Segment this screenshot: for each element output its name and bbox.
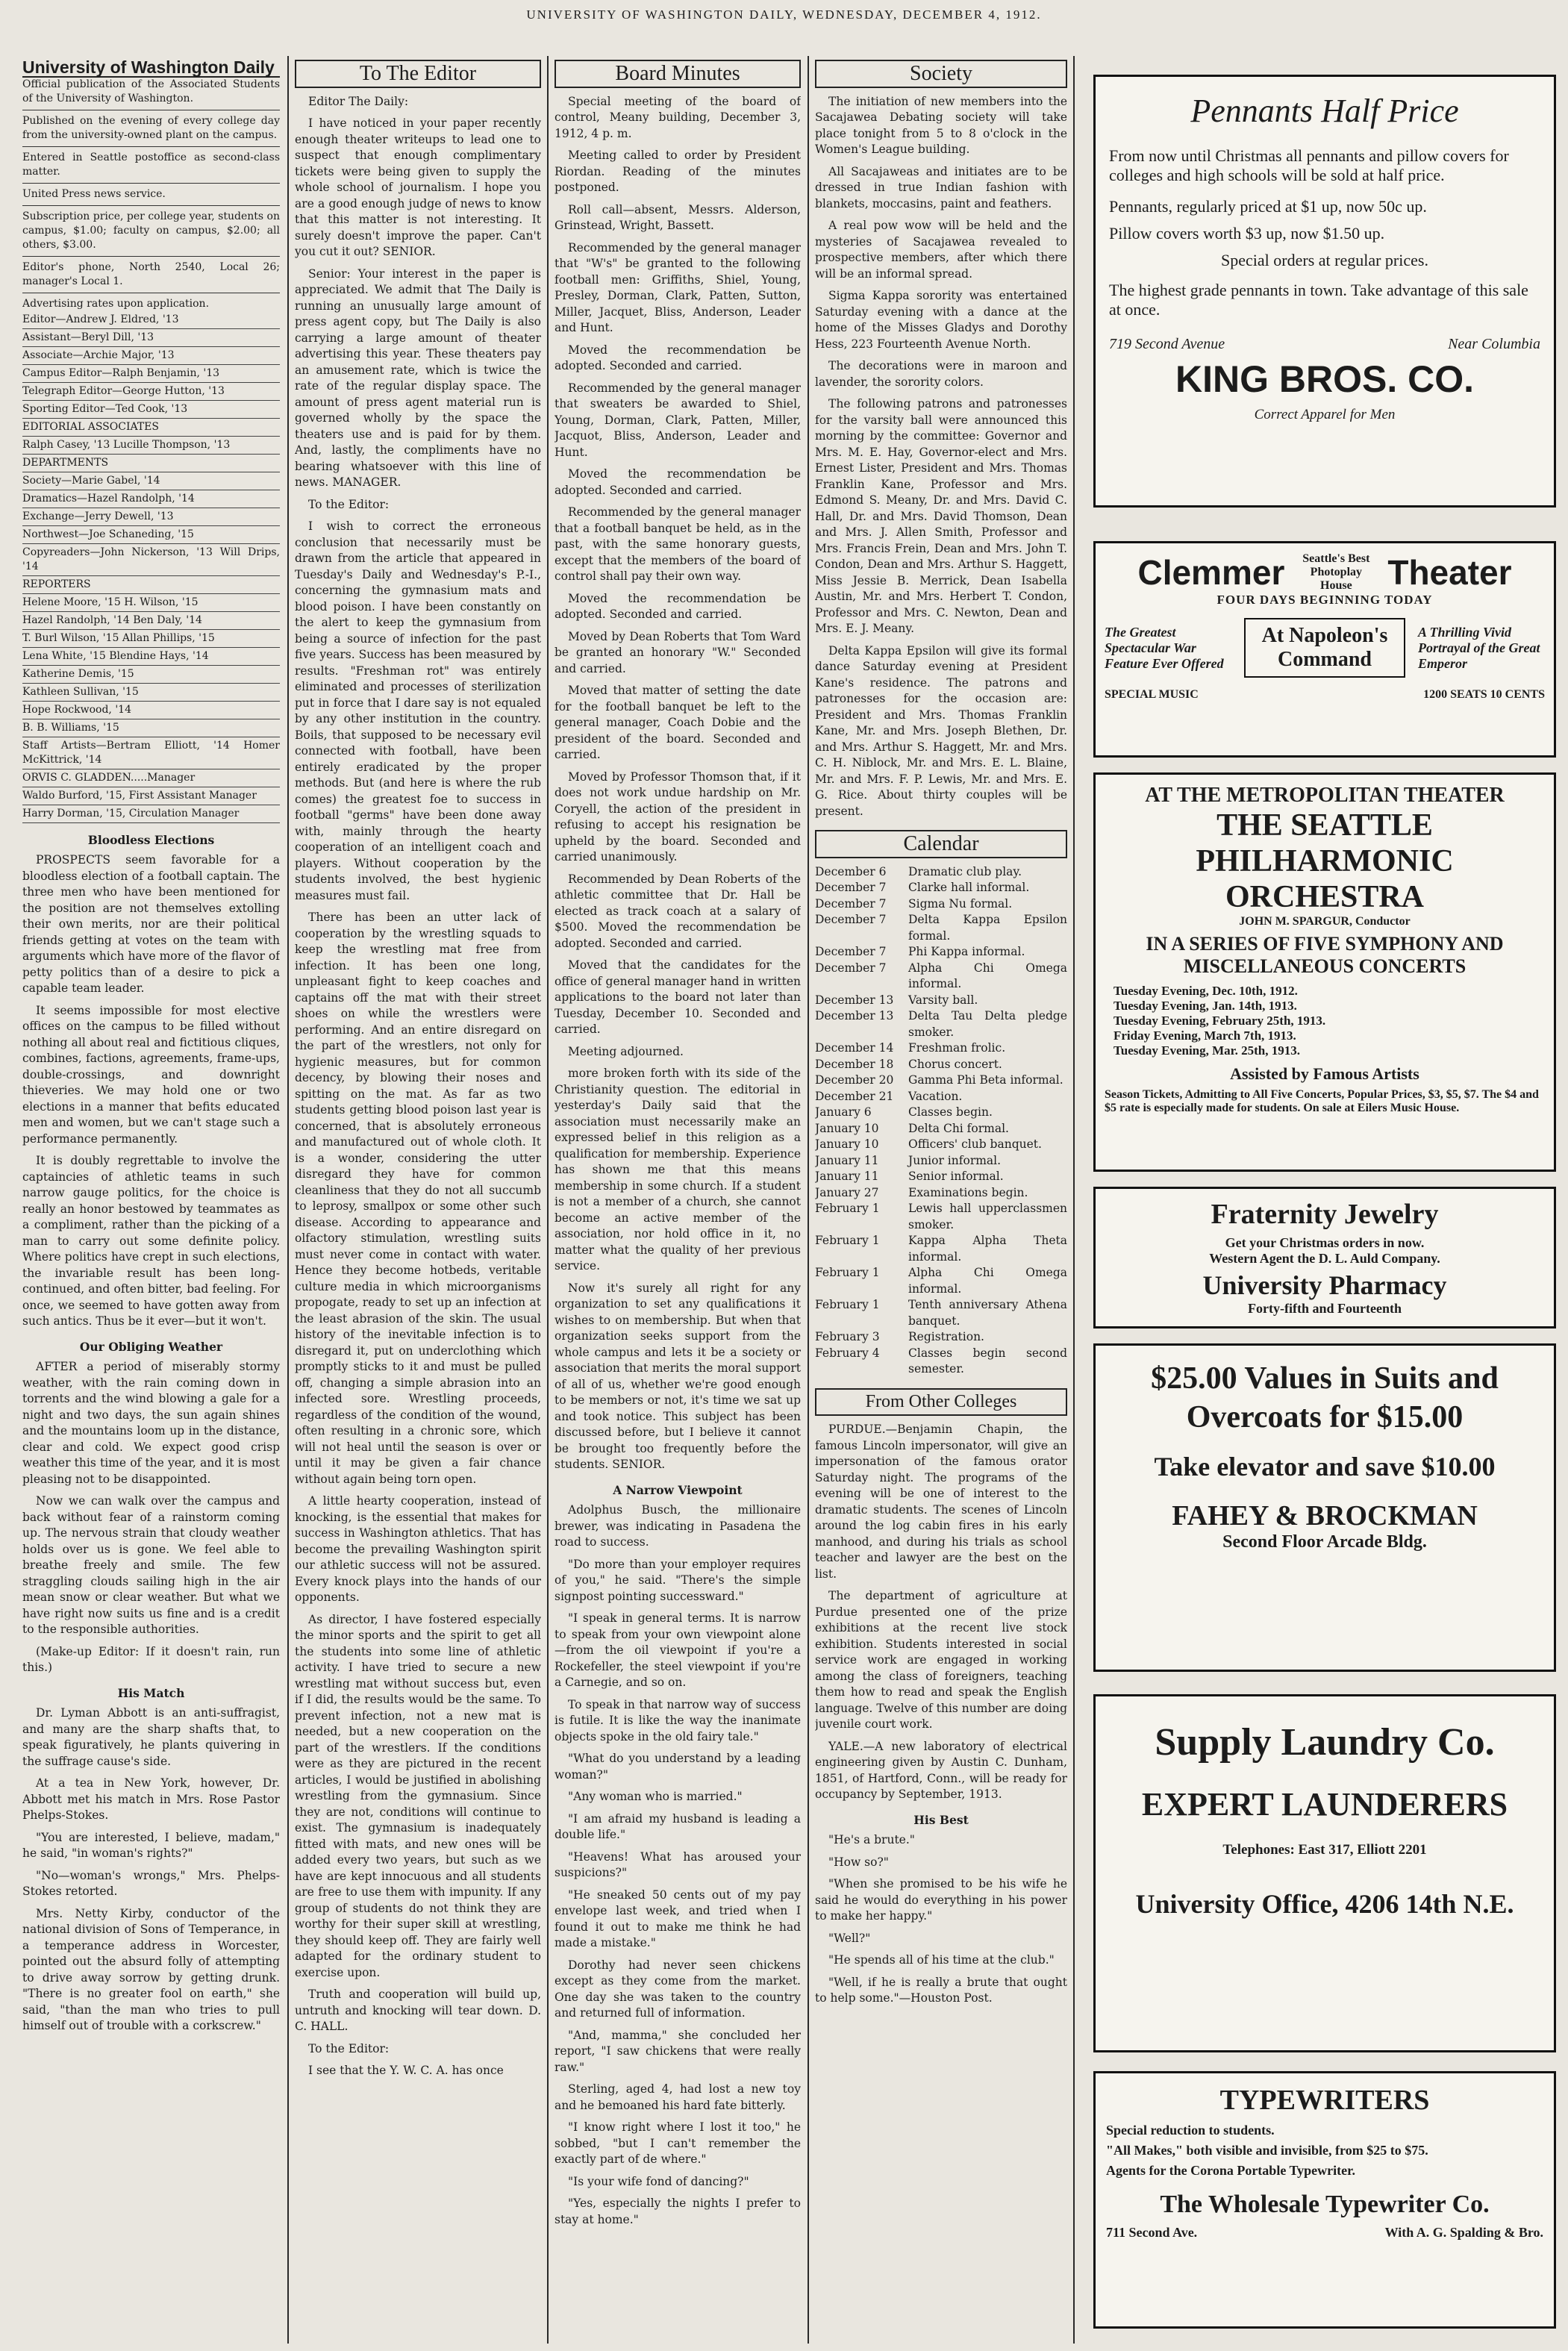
calendar-event: Varsity ball. <box>908 993 978 1007</box>
letter-paragraph: To the Editor: <box>308 2041 390 2055</box>
concert-date: Friday Evening, March 7th, 1913. <box>1113 1028 1296 1043</box>
masthead: UNIVERSITY OF WASHINGTON DAILY, WEDNESDAY, DECEMBER 4, 1912. <box>526 7 1042 22</box>
calendar-date: January 11 <box>815 1170 879 1183</box>
minutes-paragraph: Moved the recommendation be adopted. Seconded and carried. <box>555 343 801 372</box>
ad-line: AT THE METROPOLITAN THEATER <box>1145 784 1505 807</box>
calendar-date: February 1 <box>815 1234 880 1247</box>
staff-entry: Katherine Demis, '15 <box>22 666 280 684</box>
concert-date: Tuesday Evening, Dec. 10th, 1912. <box>1113 984 1298 998</box>
ad-title: TYPEWRITERS <box>1219 2085 1430 2116</box>
minutes-paragraph: Special meeting of the board of control, Meany building, December 3, 1912, 4 p. m. <box>555 94 801 140</box>
ad-firm: The Wholesale Typewriter Co. <box>1160 2191 1490 2218</box>
column-board-minutes <box>555 60 801 2340</box>
article-paragraph: "Is your wife fond of dancing?" <box>568 2174 749 2188</box>
concert-date: Tuesday Evening, Mar. 25th, 1913. <box>1113 1043 1301 1058</box>
minutes-body <box>555 94 801 1473</box>
ad-title: Supply Laundry Co. <box>1155 1721 1495 1764</box>
article-paragraph: "I am afraid my husband is leading a double life." <box>555 1811 801 1841</box>
minutes-paragraph: more broken forth with its side of the Christianity question. The editorial in yesterday's Daily said that the association must necessarily make an expressed belief in this religion as a qualification for membership. Experience has shown me that this means membership in some church. If a student is not a member of a church, she cannot become an active member of the association, nor hold office in it, no matter what the quality of her previous service. <box>555 1067 801 1273</box>
staff-entry: T. Burl Wilson, '15 Allan Phillips, '15 <box>22 630 280 648</box>
calendar-date: February 1 <box>815 1202 880 1215</box>
headline-narrow-viewpoint: A Narrow Viewpoint <box>613 1482 743 1497</box>
calendar-event: Phi Kappa informal. <box>908 945 1025 958</box>
calendar-event: Examinations begin. <box>908 1185 1028 1199</box>
calendar-event: Junior informal. <box>908 1153 1002 1167</box>
article-paragraph: At a tea in New York, however, Dr. Abbott met his match in Mrs. Rose Pastor Phelps-Stokes. <box>22 1776 280 1822</box>
article-paragraph: PROSPECTS seem favorable for a bloodless election of a football captain. The three men who have been mentioned for the position are not themselves extolling their own merits, nor are their political friends getting at votes on the team with arguments which have more of the flavor of petty politics than of a desire to pick a capable team leader. <box>22 853 280 995</box>
ad-title: $25.00 Values in Suits and Overcoats for $15.00 <box>1151 1361 1499 1434</box>
ad-title: Fraternity Jewelry <box>1211 1199 1439 1230</box>
article-paragraph: "He's a brute." <box>828 1833 915 1846</box>
info-line: Editor's phone, North 2540, Local 26; manager's Local 1. <box>22 260 280 287</box>
calendar-entry <box>815 1073 1067 1089</box>
column-rule <box>287 56 289 2344</box>
calendar-date: January 27 <box>815 1185 879 1199</box>
article-paragraph: It seems impossible for most elective offices on the campus to be filled without nothing all about real and fictitious cliques, combines, factions, agreements, frame-ups, double-crossings, and downright thieveries. We may hold one or two elections in a manner that befits educated men and women, but we can't stage such a performance permanently. <box>22 1003 280 1146</box>
info-line: Advertising rates upon application. <box>22 297 210 310</box>
letter-paragraph: To the Editor: <box>308 497 390 511</box>
staff-entry: Copyreaders—John Nickerson, '13 Will Drips, '14 <box>22 544 280 576</box>
calendar-entry <box>815 1057 1067 1073</box>
ad-suits <box>1093 1343 1556 1672</box>
ad-line: The Greatest Spectacular War Feature Ever Offered <box>1105 624 1224 671</box>
ad-line: 1200 SEATS 10 CENTS <box>1423 688 1545 701</box>
article-paragraph: Adolphus Busch, the millionaire brewer, was indicating in Pasadena the road to success. <box>555 1503 801 1549</box>
ad-title: Theater <box>1387 553 1512 592</box>
letter-paragraph: I have noticed in your paper recently enough theater writeups to lead one to suspect that enough complimentary tickets were being given to supply the whole school of journalism. I hope you are a good enough judge of news to know that this matter is not interesting. It surely doesn't improve the paper. Can't you cut it out? SENIOR. <box>295 116 541 258</box>
article-paragraph: "Do more than your employer requires of you," he said. "There's the simple signpost pointing successward." <box>555 1557 801 1603</box>
calendar-event: Tenth anniversary Athena banquet. <box>908 1298 1067 1328</box>
ad-firm: FAHEY & BROCKMAN <box>1172 1500 1478 1532</box>
calendar-date: December 14 <box>815 1041 894 1055</box>
calendar-entry <box>815 1008 1067 1040</box>
calendar-event: Alpha Chi Omega informal. <box>908 961 1067 990</box>
concert-date: Tuesday Evening, February 25th, 1913. <box>1113 1014 1326 1028</box>
calendar-date: January 10 <box>815 1121 879 1135</box>
concert-date: Tuesday Evening, Jan. 14th, 1913. <box>1113 999 1297 1013</box>
his-best-body <box>815 1832 1067 2007</box>
ad-line: Get your Christmas orders in now. <box>1225 1235 1425 1250</box>
calendar-entry <box>815 880 1067 896</box>
article-paragraph: Dr. Lyman Abbott is an anti-suffragist, and many are the sharp shafts that, to speak figuratively, he plants quivering in the suffrage cause's side. <box>22 1706 280 1768</box>
colleges-body <box>815 1422 1067 1803</box>
headline-match: His Match <box>117 1685 185 1700</box>
ad-line: Take elevator and save $10.00 <box>1154 1452 1496 1482</box>
calendar-event: Delta Kappa Epsilon formal. <box>908 913 1067 943</box>
column-to-the-editor <box>295 60 541 2340</box>
calendar-entry <box>815 1105 1067 1121</box>
calendar-event: Lewis hall upperclassmen smoker. <box>908 1202 1067 1231</box>
society-paragraph: The decorations were in maroon and lavender, the sorority colors. <box>815 359 1067 389</box>
article-paragraph: "He spends all of his time at the club." <box>828 1953 1055 1967</box>
ad-tagline: Correct Apparel for Men <box>1254 407 1396 422</box>
calendar-entry <box>815 896 1067 913</box>
article-paragraph: "You are interested, I believe, madam," he said, "in woman's rights?" <box>22 1830 280 1860</box>
calendar-entry <box>815 864 1067 881</box>
section-title-to-the-editor: To The Editor <box>295 60 541 88</box>
minutes-paragraph: Moved by Dean Roberts that Tom Ward be granted an honorary "W." Seconded and carried. <box>555 629 801 675</box>
calendar-event: Freshman frolic. <box>908 1041 1006 1055</box>
calendar-entry <box>815 1089 1067 1105</box>
column-masthead-editorials <box>22 60 280 2340</box>
ad-line: Pillow covers worth $3 up, now $1.50 up. <box>1109 224 1385 243</box>
colleges-paragraph: YALE.—A new laboratory of electrical engineering given by Austin C. Dunham, 1851, of Hartford, Conn., will be ready for occupancy by September, 1913. <box>815 1739 1067 1801</box>
calendar-event: Delta Tau Delta pledge smoker. <box>908 1009 1067 1039</box>
article-paragraph: "When she promised to be his wife he said he would do everything in his power to make her happy." <box>815 1877 1067 1923</box>
calendar-entry <box>815 1169 1067 1185</box>
article-paragraph: Dorothy had never seen chickens except as they come from the market. One day she was taken to the country and returned full of information. <box>555 1958 801 2020</box>
ad-line: Pennants, regularly priced at $1 up, now 50c up. <box>1109 197 1427 216</box>
article-paragraph: "And, mamma," she concluded her report, "I saw chickens that were really raw." <box>555 2028 801 2074</box>
paper-title: University of Washington Daily <box>22 60 280 78</box>
ad-line: Season Tickets, Admitting to All Five Concerts, Popular Prices, $3, $5, $7. The $4 and $5 rate is especially made for students. On sale at Eilers Music House. <box>1105 1088 1539 1114</box>
calendar-list <box>815 864 1067 1378</box>
article-paragraph: "I know right where I lost it too," he sobbed, "but I can't remember the exactly part of de where." <box>555 2120 801 2166</box>
calendar-date: December 7 <box>815 881 887 894</box>
calendar-date: January 11 <box>815 1153 879 1167</box>
section-title-calendar: Calendar <box>815 830 1067 858</box>
ad-supply-laundry <box>1093 1694 1556 2052</box>
minutes-paragraph: Moved by Professor Thomson that, if it does not work undue hardship on Mr. Coryell, the action of the president in refusing to accept his resignation be upheld by the board. Seconded and carried unanimously. <box>555 769 801 864</box>
staff-entry: Kathleen Sullivan, '15 <box>22 684 280 702</box>
ad-title: Clemmer <box>1137 553 1285 592</box>
calendar-date: December 7 <box>815 945 887 958</box>
letter-paragraph: I wish to correct the erroneous conclusion that necessarily must be drawn from the article that appeared in Tuesday's Daily and Wednesday's P.-I., concerning the gymnasium mats and blood poison. I have been constantly on the alert to keep the gymnasium from being a source of infection for the past five years. Success has been measured by results. "Freshman rot" was entirely eliminated and processes of sterilization put in force that I dare say is not equaled by any other institution in the country. Boils, that supposed to be necessary evil connected with football, have been entirely eradicated by the proper methods. But (and here is where the rub comes) the greatest foe to success in football "germs" have been done away with, mainly through the hearty cooperation of an intelligent coach and players. Without cooperation by the students involved, the best hygienic measures must fail. <box>295 519 541 902</box>
calendar-event: Clarke hall informal. <box>908 881 1030 894</box>
column-rule <box>547 56 549 2344</box>
staff-entry: Hope Rockwood, '14 <box>22 702 280 719</box>
ad-fraternity-jewelry <box>1093 1187 1556 1329</box>
headline-bloodless: Bloodless Elections <box>87 832 215 847</box>
letter-paragraph: As director, I have fostered especially the minor sports and the spirit to get all the students into some line of athletic activity. I have tried to secure a new wrestling mat without success but, even if I did, the results would be the same. To prevent infection, not a new mat is needed, but a new cooperation on the part of the wrestlers. If the conditions were as they are pictured in the recent articles, I would be justified in abolishing wrestling from the gymnasium. Since they are not, conditions will continue to exist. The gymnasium is inadequately fitted with mats, and new ones will be added every two years, but such as we have are kept innocuous and all students are free to use them with impunity. If any group of students do not think they are worthy for their super skill at wrestling, they should keep off. They are fairly well adapted for the ordinary student to exercise upon. <box>295 1612 541 1979</box>
ad-pennants <box>1093 75 1556 508</box>
letter-paragraph: I see that the Y. W. C. A. has once <box>308 2064 504 2077</box>
calendar-event: Gamma Phi Beta informal. <box>908 1073 1063 1087</box>
minutes-paragraph: Meeting called to order by President Riordan. Reading of the minutes postponed. <box>555 149 801 194</box>
letter-paragraph: There has been an utter lack of cooperation by the wrestling squads to keep the wrestling mat free from infection. It has been one long, unpleasant fight to keep coaches and captains off the mat with their street shoes on while the wrestlers were performing. And an entire disregard on the part of the wrestlers, not only for hygienic measures, but for common decency, by blowing their noses and spitting on the mat. As far as two students getting blood poison last year is concerned, that is absolutely erroneous and manufactured out of whole cloth. It is a wonder, considering the utter disregard they have for common cleanliness that they do not all succumb to leprosy, smallpox or some other such disease. According to appearance and olfactory stimulation, wrestling suits must never come in contact with water. Hence they become hotbeds, veritable culture media in which microorganisms propogate, ready to set up an infection at the least abrasion of the skin. The usual history of the inevitable infection is to disregard it, put on underclothing which promptly sticks to it and must be pulled off, changing a simple abrasion into an infected sore. Wrestling proceeds, regardless of the condition of the wound, often resulting in a chronic sore, which will not heal until the season is over or until it may be given a fair chance without again being torn open. <box>295 911 541 1486</box>
calendar-entry <box>815 912 1067 944</box>
ad-subtitle: Seattle's Best Photoplay House <box>1302 552 1370 592</box>
staff-entry: ORVIS C. GLADDEN.....Manager <box>22 769 280 787</box>
ad-line: IN A SERIES OF FIVE SYMPHONY AND MISCELLANEOUS CONCERTS <box>1146 933 1504 977</box>
article-paragraph: "No—woman's wrongs," Mrs. Phelps-Stokes retorted. <box>22 1868 280 1898</box>
staff-entry: B. B. Williams, '15 <box>22 719 280 737</box>
calendar-event: Alpha Chi Omega informal. <box>908 1266 1067 1296</box>
calendar-date: December 18 <box>815 1057 894 1071</box>
ad-title: THE SEATTLE PHILHARMONIC ORCHESTRA <box>1196 808 1454 914</box>
ad-line: Telephones: East 317, Elliott 2201 <box>1222 1842 1427 1858</box>
ad-philharmonic <box>1093 772 1556 1172</box>
calendar-event: Classes begin. <box>908 1105 993 1119</box>
calendar-entry <box>815 1346 1067 1378</box>
section-title-board-minutes: Board Minutes <box>555 60 801 88</box>
ad-line: From now until Christmas all pennants and pillow covers for colleges and high schools will be sold at half price. <box>1109 146 1509 184</box>
letter-paragraph: Truth and cooperation will build up, untruth and knocking will tear down. D. C. HALL. <box>295 1988 541 2033</box>
calendar-entry <box>815 944 1067 961</box>
paper-info <box>22 78 280 311</box>
calendar-entry <box>815 1153 1067 1170</box>
letter-paragraph: Editor The Daily: <box>308 94 409 108</box>
calendar-entry <box>815 1233 1067 1265</box>
article-paragraph: To speak in that narrow way of success is futile. It is like the way the inanimate objects spoke in the old fairy tale." <box>555 1697 801 1743</box>
staff-entry: REPORTERS <box>22 576 280 594</box>
calendar-date: December 20 <box>815 1073 894 1087</box>
ad-firm: University Pharmacy <box>1202 1270 1447 1300</box>
ad-clemmer-theater <box>1093 541 1556 758</box>
column-rule <box>808 56 809 2344</box>
calendar-date: February 4 <box>815 1346 880 1360</box>
colleges-paragraph: The department of agriculture at Purdue presented one of the prize exhibitions at the recent live stock exhibition. Students interested in social service work are engaged in working among the class of foreigners, teaching them how to read and speak the English language. Twelve of this number are doing juvenile court work. <box>815 1589 1067 1731</box>
minutes-paragraph: Recommended by the general manager that "W's" be granted to the following football men: Griffiths, Shiel, Young, Presley, Dorman, Clark, Patten, Sutton, Miller, Jacquet, Bliss, Anderson, Leader and Hunt. <box>555 240 801 334</box>
article-paragraph: "Well?" <box>828 1931 871 1945</box>
calendar-event: Senior informal. <box>908 1170 1004 1183</box>
ad-line: With A. G. Spalding & Bro. <box>1384 2225 1543 2240</box>
calendar-date: December 6 <box>815 864 887 878</box>
calendar-entry <box>815 1137 1067 1153</box>
ad-address: Second Floor Arcade Bldg. <box>1222 1532 1427 1552</box>
ad-near: Near Columbia <box>1448 336 1540 352</box>
society-paragraph: All Sacajaweas and initiates are to be dressed in true Indian fashion with blankets, moccasins, paint and feathers. <box>815 164 1067 210</box>
minutes-paragraph: Moved that matter of setting the date for the football banquet be left to the general manager, Coach Dobie and the president of the board. Seconded and carried. <box>555 684 801 761</box>
calendar-event: Registration. <box>908 1330 984 1343</box>
ad-line: JOHN M. SPARGUR, Conductor <box>1239 915 1411 928</box>
calendar-entry <box>815 1121 1067 1137</box>
staff-entry: Associate—Archie Major, '13 <box>22 347 280 365</box>
society-paragraph: Sigma Kappa sorority was entertained Saturday evening with a dance at the home of the Misses Gladys and Dorothy Hess, 223 Fourteenth Avenue North. <box>815 289 1067 351</box>
info-line: United Press news service. <box>22 187 166 200</box>
calendar-event: Vacation. <box>908 1089 963 1103</box>
info-line: Official publication of the Associated Students of the University of Washington. <box>22 78 280 104</box>
calendar-date: December 7 <box>815 896 887 911</box>
info-line: Published on the evening of every college day from the university-owned plant on the campus. <box>22 114 280 141</box>
staff-entry: Ralph Casey, '13 Lucille Thompson, '13 <box>22 437 280 455</box>
ad-line: Special reduction to students. <box>1106 2123 1275 2138</box>
article-paragraph: (Make-up Editor: If it doesn't rain, run this.) <box>22 1644 280 1674</box>
calendar-event: Chorus concert. <box>908 1057 1002 1071</box>
minutes-paragraph: Recommended by Dean Roberts of the athletic committee that Dr. Hall be elected as track coach at a salary of $500. Moved the recommendation be adopted. Seconded and carried. <box>555 872 801 950</box>
ad-address: University Office, 4206 14th N.E. <box>1135 1889 1514 1919</box>
calendar-event: Delta Chi formal. <box>908 1121 1009 1135</box>
letters-body <box>295 94 541 2079</box>
minutes-paragraph: Recommended by the general manager that sweaters be awarded to Shiel, Young, Dorman, Clark, Patten, Miller, Jacquot, Bliss, Anderson, Leader and Hunt. <box>555 381 801 459</box>
article-paragraph: Sterling, aged 4, had lost a new toy and he bemoaned his hard fate bitterly. <box>555 2082 801 2112</box>
calendar-entry <box>815 1297 1067 1329</box>
society-body <box>815 94 1067 820</box>
article-paragraph: "Yes, especially the nights I prefer to stay at home." <box>555 2197 801 2226</box>
calendar-entry <box>815 1040 1067 1057</box>
ad-address: 711 Second Ave. <box>1106 2225 1198 2240</box>
article-paragraph: "Well, if he is really a brute that ought to help some."—Houston Post. <box>815 1975 1067 2005</box>
ad-address: Forty-fifth and Fourteenth <box>1248 1301 1402 1316</box>
headline-weather: Our Obliging Weather <box>79 1339 223 1354</box>
society-paragraph: The following patrons and patronesses for the varsity ball were announced this morning by the committee: Governor and Mrs. M. E. Hay, Governor-elect and Mrs. Ernest Lister, President and Mrs. Thomas Franklin Kane, Professor and Mrs. Edmond S. Meany, Dr. and Mrs. David C. Hall, Dr. and Mrs. David Thomson, Dean and Mrs. J. Allen Smith, Professor and Mrs. Francis Frein, Dean and Mrs. John T. Condon, Dean and Mrs. Arthur S. Haggett, Miss Jessie B. Merrick, Dean Isabella Austin, Mr. and Mrs. Herbert T. Condon, Professor and Mrs. C. Newton, Dean and Mrs. E. J. Meany. <box>815 397 1067 635</box>
ad-line: EXPERT LAUNDERERS <box>1141 1786 1508 1823</box>
ad-line: The highest grade pennants in town. Take advantage of this sale at once. <box>1109 281 1528 319</box>
ad-address: 719 Second Avenue <box>1109 336 1225 352</box>
calendar-event: Sigma Nu formal. <box>908 896 1013 911</box>
calendar-date: February 3 <box>815 1330 880 1343</box>
ad-line: Assisted by Famous Artists <box>1230 1064 1419 1083</box>
ad-line: Western Agent the D. L. Auld Company. <box>1209 1251 1440 1266</box>
letter-paragraph: Senior: Your interest in the paper is appreciated. We admit that The Daily is running an unusually large amount of press agent copy, but The Daily is also carrying a large amount of theater advertising this year. These theaters pay an amusement rate, which is twice the rate of the regular display space. The amount of press agent material run is governed wholly by the space the theaters use and is paid for by them. And, lastly, the compliments have no bearing whatsoever with this line of news. MANAGER. <box>295 266 541 489</box>
staff-entry: EDITORIAL ASSOCIATES <box>22 419 280 437</box>
minutes-paragraph: Moved the recommendation be adopted. Seconded and carried. <box>555 591 801 621</box>
minutes-paragraph: Moved that the candidates for the office of general manager hand in written applications to the board not later than Tuesday, December 10. Seconded and carried. <box>555 958 801 1036</box>
ad-firm: KING BROS. CO. <box>1175 358 1475 400</box>
section-title-other-colleges: From Other Colleges <box>815 1388 1067 1417</box>
staff-entry: Editor—Andrew J. Eldred, '13 <box>22 311 280 329</box>
staff-entry: Lena White, '15 Blendine Hays, '14 <box>22 648 280 666</box>
staff-entry: Waldo Burford, '15, First Assistant Manager <box>22 787 280 805</box>
article-paragraph: Mrs. Netty Kirby, conductor of the national division of Sons of Temperance, in a temperance address in Worcester, pointed out the absurd folly of attempting to drive away sorrow by getting drunk. "There is no greater fool on earth," she said, "than the man who tries to pull himself out of trouble with a corkscrew." <box>22 1906 280 2032</box>
article-paragraph: It is doubly regrettable to involve the captaincies of athletic teams in such narrow gauge politics, for the choice is really an honor bestowed by teammates as a compliment, rather than the picking of a man to carry out some definite policy. Where politics have crept in such elections, the invariable result has been long-continued, and often bitter, bad feeling. For once, we seemed to have gotten away from such antics. Thus be it ever—but it won't. <box>22 1154 280 1328</box>
calendar-date: December 7 <box>815 913 887 926</box>
society-paragraph: A real pow wow will be held and the mysteries of Sacajawea revealed to prospective members, after which there will be an informal spread. <box>815 219 1067 281</box>
calendar-event: Kappa Alpha Theta informal. <box>908 1234 1067 1264</box>
section-title-society: Society <box>815 60 1067 88</box>
calendar-date: December 21 <box>815 1089 894 1103</box>
article-paragraph: AFTER a period of miserably stormy weather, with the rain coming down in torrents and the wind blowing a gale for a night and two days, the sun again shines and the mountains loom up in the distance, clear and cold. We expect good crisp weather this time of the year, and it is most pleasing not to be disappointed. <box>22 1360 280 1486</box>
calendar-date: February 1 <box>815 1266 880 1279</box>
info-line: Entered in Seattle postoffice as second-class matter. <box>22 151 280 178</box>
ad-line: SPECIAL MUSIC <box>1105 688 1199 701</box>
letter-paragraph: A little hearty cooperation, instead of knocking, is the essential that makes for success in Washington athletics. That has become the prevailing Washington spirit our athletic success will not be assured. Every knock plays into the hands of our opponents. <box>295 1494 541 1604</box>
staff-entry: Staff Artists—Bertram Elliott, '14 Homer McKittrick, '14 <box>22 737 280 769</box>
ad-feature-title: At Napoleon's Command <box>1244 618 1405 678</box>
calendar-event: Officers' club banquet. <box>908 1137 1042 1151</box>
ad-line: Agents for the Corona Portable Typewriter. <box>1106 2163 1355 2178</box>
staff-entry: Hazel Randolph, '14 Ben Daly, '14 <box>22 612 280 630</box>
staff-entry: Telegraph Editor—George Hutton, '13 <box>22 383 280 401</box>
article-paragraph: Now we can walk over the campus and back without fear of a rainstorm coming up. The nervous strain that cloudy weather holds over us is gone. We feel able to breathe freely and smile. The few straggling clouds sailing high in the air mean snow or clear weather. But what we have right now suits us fine and is a credit to the responsible authorities. <box>22 1494 280 1636</box>
calendar-date: February 1 <box>815 1298 880 1311</box>
calendar-date: December 13 <box>815 1009 894 1022</box>
staff-entry: Society—Marie Gabel, '14 <box>22 472 280 490</box>
minutes-paragraph: Roll call—absent, Messrs. Alderson, Grinstead, Wright, Bassett. <box>555 202 801 232</box>
staff-list <box>22 311 280 823</box>
concert-dates <box>1105 984 1545 1058</box>
ad-line: "All Makes," both visible and invisible, from $25 to $75. <box>1106 2143 1428 2158</box>
staff-entry: Harry Dorman, '15, Circulation Manager <box>22 805 280 823</box>
calendar-entry <box>815 1185 1067 1202</box>
ad-typewriters <box>1093 2071 1556 2329</box>
calendar-entry <box>815 1329 1067 1346</box>
society-paragraph: Delta Kappa Epsilon will give its formal dance Saturday evening at President Kane's residence. The patrons and patronesses for the occasion are: President and Mrs. Thomas Franklin Kane, Mr. and Mrs. Joseph Blethen, Dr. and Mrs. Arthur S. Haggett, Mr. and Mrs. C. H. Niblock, Mr. and Mrs. E. L. Blaine, Mr. and Mrs. F. P. Lewis, Mr. and Mrs. E. G. Rice. About thirty couples will be present. <box>815 643 1067 818</box>
calendar-date: December 7 <box>815 961 887 975</box>
ad-line: Special orders at regular prices. <box>1221 251 1428 269</box>
column-rule <box>1073 56 1075 2344</box>
article-paragraph: "How so?" <box>828 1855 889 1869</box>
staff-entry: Assistant—Beryl Dill, '13 <box>22 329 280 347</box>
colleges-paragraph: PURDUE.—Benjamin Chapin, the famous Lincoln impersonator, will give an impersonation of the famous orator Saturday night. The programs of the evening will be one of interest to the dramatic students. The scenes of Lincoln around the log cabin fires in his early manhood, and during his trials as school teacher and lawyer are the best on the list. <box>815 1423 1067 1581</box>
headline-his-best: His Best <box>913 1812 969 1827</box>
calendar-entry <box>815 993 1067 1009</box>
article-paragraph: "I speak in general terms. It is narrow to speak from your own viewpoint alone—from the oil viewpoint if you're a Rockefeller, the steel viewpoint if you're a Carnegie, and so on. <box>555 1611 801 1689</box>
minutes-paragraph: Now it's surely all right for any organization to set any qualifications it wishes to on membership. But when that organization seeks support from the whole campus and lets it be a society or association that merits the moral support of all of us, whether we're good enough to be members or not, it's time we sat up and took notice. This subject has been discussed before, but I believe it cannot be brought too frequently before the students. SENIOR. <box>555 1281 801 1471</box>
calendar-date: December 13 <box>815 993 894 1007</box>
staff-entry: DEPARTMENTS <box>22 455 280 472</box>
staff-entry: Exchange—Jerry Dewell, '13 <box>22 508 280 526</box>
calendar-date: January 6 <box>815 1105 872 1119</box>
calendar-event: Classes begin second semester. <box>908 1346 1067 1376</box>
article-paragraph: "What do you understand by a leading woman?" <box>555 1752 801 1782</box>
staff-entry: Northwest—Joe Schaneding, '15 <box>22 526 280 544</box>
minutes-paragraph: Recommended by the general manager that a football banquet be held, as in the past, with the same honorary guests, except that the members of the board of control shall pay their own way. <box>555 505 801 583</box>
staff-entry: Campus Editor—Ralph Benjamin, '13 <box>22 365 280 383</box>
staff-entry: Sporting Editor—Ted Cook, '13 <box>22 401 280 419</box>
ad-title: Pennants Half Price <box>1190 93 1459 129</box>
society-paragraph: The initiation of new members into the Sacajawea Debating society will take place tonight from 5 to 8 o'clock in the Women's League building. <box>815 94 1067 156</box>
article-paragraph: "Heavens! What has aroused your suspicions?" <box>555 1849 801 1879</box>
calendar-entry <box>815 961 1067 993</box>
column-society <box>815 60 1067 2340</box>
info-line: Subscription price, per college year, students on campus, $1.00; faculty on campus, $2.00; all others, $3.00. <box>22 210 280 251</box>
ad-line: A Thrilling Vivid Portrayal of the Great Emperor <box>1418 624 1540 671</box>
narrow-viewpoint-body <box>555 1502 801 2228</box>
ad-line: FOUR DAYS BEGINNING TODAY <box>1216 593 1433 607</box>
calendar-entry <box>815 1265 1067 1297</box>
calendar-entry <box>815 1201 1067 1233</box>
article-paragraph: "He sneaked 50 cents out of my pay envelope last week, and tried when I found it out to make me think he had made a mistake." <box>555 1888 801 1949</box>
minutes-paragraph: Moved the recommendation be adopted. Seconded and carried. <box>555 467 801 497</box>
staff-entry: Helene Moore, '15 H. Wilson, '15 <box>22 594 280 612</box>
staff-entry: Dramatics—Hazel Randolph, '14 <box>22 490 280 508</box>
calendar-event: Dramatic club play. <box>908 864 1022 878</box>
article-paragraph: "Any woman who is married." <box>568 1790 743 1803</box>
calendar-date: January 10 <box>815 1137 879 1151</box>
minutes-paragraph: Meeting adjourned. <box>568 1044 684 1058</box>
